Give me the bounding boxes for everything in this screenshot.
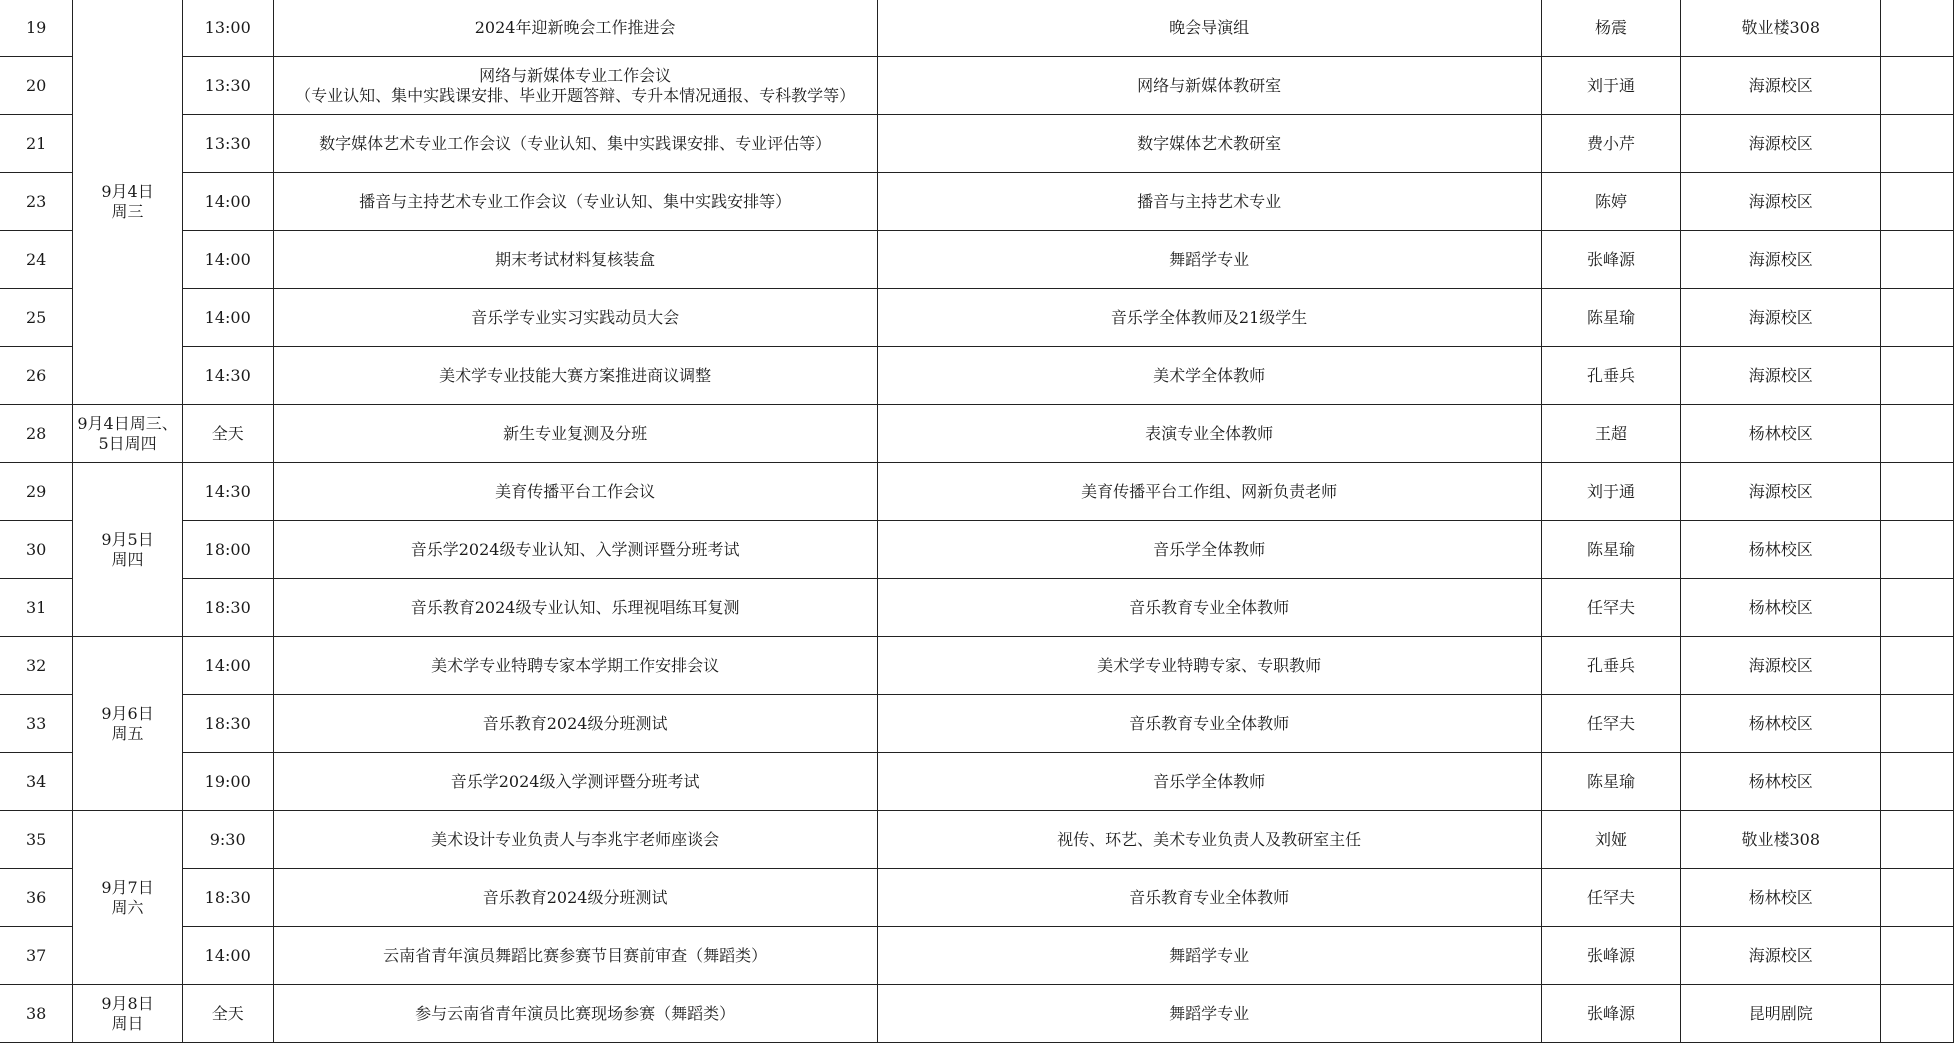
time-cell: 13:30 xyxy=(182,115,273,173)
note-cell xyxy=(1881,231,1954,289)
person-in-charge-cell: 陈星瑜 xyxy=(1541,289,1681,347)
content-cell xyxy=(273,0,877,57)
content-cell xyxy=(273,927,877,985)
participants-cell: 音乐教育专业全体教师 xyxy=(877,869,1541,927)
row-number-cell: 29 xyxy=(0,463,73,521)
location-cell: 海源校区 xyxy=(1681,927,1881,985)
date-line: 周六 xyxy=(111,897,144,917)
date-line: 周五 xyxy=(111,723,144,743)
content-line: 美育传播平台工作会议 xyxy=(495,481,656,501)
row-number-cell: 37 xyxy=(0,927,73,985)
note-cell xyxy=(1881,173,1954,231)
row-number-cell: 31 xyxy=(0,579,73,637)
table-row xyxy=(0,57,1954,115)
content-line: 美术设计专业负责人与李兆宇老师座谈会 xyxy=(431,829,720,849)
content-line: 数字媒体艺术专业工作会议（专业认知、集中实践课安排、专业评估等） xyxy=(319,133,832,153)
note-cell xyxy=(1881,753,1954,811)
content-cell xyxy=(273,463,877,521)
participants-cell: 音乐学全体教师 xyxy=(877,753,1541,811)
participants-cell: 网络与新媒体教研室 xyxy=(877,57,1541,115)
location-cell: 杨林校区 xyxy=(1681,521,1881,579)
table-row xyxy=(0,115,1954,173)
participants-cell: 音乐教育专业全体教师 xyxy=(877,695,1541,753)
content-cell xyxy=(273,521,877,579)
content-line: （专业认知、集中实践课安排、毕业开题答辩、专升本情况通报、专科教学等） xyxy=(295,85,856,105)
note-cell xyxy=(1881,405,1954,463)
table-row xyxy=(0,637,1954,695)
location-cell: 海源校区 xyxy=(1681,231,1881,289)
location-cell: 海源校区 xyxy=(1681,173,1881,231)
person-in-charge-cell: 孔垂兵 xyxy=(1541,637,1681,695)
time-cell: 18:00 xyxy=(182,521,273,579)
location-cell: 海源校区 xyxy=(1681,637,1881,695)
table-row xyxy=(0,405,1954,463)
content-cell xyxy=(273,347,877,405)
content-cell xyxy=(273,405,877,463)
row-number-cell: 24 xyxy=(0,231,73,289)
person-in-charge-cell: 刘娅 xyxy=(1541,811,1681,869)
note-cell xyxy=(1881,985,1954,1043)
table-row xyxy=(0,869,1954,927)
date-line: 9月4日 xyxy=(101,181,154,201)
content-cell xyxy=(273,231,877,289)
person-in-charge-cell: 陈婷 xyxy=(1541,173,1681,231)
content-cell xyxy=(273,57,877,115)
date-cell xyxy=(73,405,182,463)
row-number-cell: 21 xyxy=(0,115,73,173)
location-cell: 杨林校区 xyxy=(1681,753,1881,811)
participants-cell: 美育传播平台工作组、网新负责老师 xyxy=(877,463,1541,521)
table-row xyxy=(0,521,1954,579)
note-cell xyxy=(1881,637,1954,695)
table-row xyxy=(0,579,1954,637)
content-line: 音乐教育2024级专业认知、乐理视唱练耳复测 xyxy=(410,597,740,617)
table-row xyxy=(0,173,1954,231)
content-line: 音乐教育2024级分班测试 xyxy=(482,887,668,907)
participants-cell: 美术学专业特聘专家、专职教师 xyxy=(877,637,1541,695)
note-cell xyxy=(1881,289,1954,347)
content-line: 音乐学2024级入学测评暨分班考试 xyxy=(450,771,700,791)
participants-cell: 表演专业全体教师 xyxy=(877,405,1541,463)
date-line: 周四 xyxy=(111,549,144,569)
date-cell xyxy=(73,463,182,637)
person-in-charge-cell: 刘于通 xyxy=(1541,463,1681,521)
row-number-cell: 34 xyxy=(0,753,73,811)
content-cell xyxy=(273,811,877,869)
participants-cell: 舞蹈学专业 xyxy=(877,927,1541,985)
person-in-charge-cell: 王超 xyxy=(1541,405,1681,463)
date-line: 周日 xyxy=(111,1013,144,1033)
time-cell: 18:30 xyxy=(182,695,273,753)
date-cell xyxy=(73,637,182,811)
date-cell xyxy=(73,0,182,405)
date-line: 9月7日 xyxy=(101,877,154,897)
row-number-cell: 35 xyxy=(0,811,73,869)
content-cell xyxy=(273,869,877,927)
time-cell: 14:00 xyxy=(182,231,273,289)
location-cell: 海源校区 xyxy=(1681,347,1881,405)
table-row xyxy=(0,0,1954,57)
time-cell: 14:00 xyxy=(182,289,273,347)
table-row xyxy=(0,231,1954,289)
time-cell: 14:00 xyxy=(182,173,273,231)
location-cell: 杨林校区 xyxy=(1681,405,1881,463)
participants-cell: 音乐学全体教师 xyxy=(877,521,1541,579)
note-cell xyxy=(1881,695,1954,753)
content-cell xyxy=(273,173,877,231)
person-in-charge-cell: 陈星瑜 xyxy=(1541,753,1681,811)
time-cell: 18:30 xyxy=(182,869,273,927)
note-cell xyxy=(1881,927,1954,985)
row-number-cell: 33 xyxy=(0,695,73,753)
time-cell: 全天 xyxy=(182,405,273,463)
location-cell: 杨林校区 xyxy=(1681,579,1881,637)
time-cell: 19:00 xyxy=(182,753,273,811)
location-cell: 海源校区 xyxy=(1681,289,1881,347)
table-row xyxy=(0,463,1954,521)
row-number-cell: 28 xyxy=(0,405,73,463)
location-cell: 海源校区 xyxy=(1681,57,1881,115)
date-cell xyxy=(73,985,182,1043)
participants-cell: 视传、环艺、美术专业负责人及教研室主任 xyxy=(877,811,1541,869)
date-line: 5日周四 xyxy=(98,433,157,453)
row-number-cell: 23 xyxy=(0,173,73,231)
time-cell: 13:00 xyxy=(182,0,273,57)
person-in-charge-cell: 任罕夫 xyxy=(1541,695,1681,753)
note-cell xyxy=(1881,57,1954,115)
note-cell xyxy=(1881,347,1954,405)
row-number-cell: 25 xyxy=(0,289,73,347)
person-in-charge-cell: 刘于通 xyxy=(1541,57,1681,115)
person-in-charge-cell: 张峰源 xyxy=(1541,231,1681,289)
content-line: 网络与新媒体专业工作会议 xyxy=(479,65,672,85)
location-cell: 昆明剧院 xyxy=(1681,985,1881,1043)
note-cell xyxy=(1881,521,1954,579)
note-cell xyxy=(1881,811,1954,869)
content-cell xyxy=(273,637,877,695)
row-number-cell: 19 xyxy=(0,0,73,57)
table-row xyxy=(0,753,1954,811)
content-line: 2024年迎新晚会工作推进会 xyxy=(474,17,676,37)
content-line: 云南省青年演员舞蹈比赛参赛节目赛前审查（舞蹈类） xyxy=(383,945,768,965)
date-cell xyxy=(73,811,182,985)
content-line: 播音与主持艺术专业工作会议（专业认知、集中实践安排等） xyxy=(359,191,792,211)
time-cell: 全天 xyxy=(182,985,273,1043)
location-cell: 海源校区 xyxy=(1681,115,1881,173)
person-in-charge-cell: 张峰源 xyxy=(1541,985,1681,1043)
content-cell xyxy=(273,985,877,1043)
content-line: 美术学专业技能大赛方案推进商议调整 xyxy=(439,365,712,385)
date-line: 9月5日 xyxy=(101,529,154,549)
participants-cell: 舞蹈学专业 xyxy=(877,231,1541,289)
participants-cell: 音乐教育专业全体教师 xyxy=(877,579,1541,637)
content-line: 音乐学专业实习实践动员大会 xyxy=(471,307,680,327)
time-cell: 14:30 xyxy=(182,463,273,521)
location-cell: 海源校区 xyxy=(1681,463,1881,521)
time-cell: 13:30 xyxy=(182,57,273,115)
row-number-cell: 30 xyxy=(0,521,73,579)
table-row xyxy=(0,811,1954,869)
location-cell: 杨林校区 xyxy=(1681,869,1881,927)
row-number-cell: 32 xyxy=(0,637,73,695)
time-cell: 14:00 xyxy=(182,637,273,695)
content-line: 音乐学2024级专业认知、入学测评暨分班考试 xyxy=(410,539,740,559)
table-row xyxy=(0,985,1954,1043)
person-in-charge-cell: 杨震 xyxy=(1541,0,1681,57)
location-cell: 敬业楼308 xyxy=(1681,0,1881,57)
participants-cell: 播音与主持艺术专业 xyxy=(877,173,1541,231)
person-in-charge-cell: 任罕夫 xyxy=(1541,869,1681,927)
time-cell: 18:30 xyxy=(182,579,273,637)
table-row xyxy=(0,289,1954,347)
note-cell xyxy=(1881,463,1954,521)
content-cell xyxy=(273,753,877,811)
participants-cell: 舞蹈学专业 xyxy=(877,985,1541,1043)
content-cell xyxy=(273,695,877,753)
participants-cell: 晚会导演组 xyxy=(877,0,1541,57)
location-cell: 敬业楼308 xyxy=(1681,811,1881,869)
row-number-cell: 38 xyxy=(0,985,73,1043)
time-cell: 14:30 xyxy=(182,347,273,405)
participants-cell: 数字媒体艺术教研室 xyxy=(877,115,1541,173)
table-row xyxy=(0,695,1954,753)
person-in-charge-cell: 陈星瑜 xyxy=(1541,521,1681,579)
participants-cell: 美术学全体教师 xyxy=(877,347,1541,405)
note-cell xyxy=(1881,115,1954,173)
content-line: 新生专业复测及分班 xyxy=(503,423,648,443)
time-cell: 9:30 xyxy=(182,811,273,869)
person-in-charge-cell: 费小芹 xyxy=(1541,115,1681,173)
note-cell xyxy=(1881,0,1954,57)
location-cell: 杨林校区 xyxy=(1681,695,1881,753)
content-cell xyxy=(273,115,877,173)
person-in-charge-cell: 张峰源 xyxy=(1541,927,1681,985)
content-line: 参与云南省青年演员比赛现场参赛（舞蹈类） xyxy=(415,1003,736,1023)
content-line: 美术学专业特聘专家本学期工作安排会议 xyxy=(431,655,720,675)
row-number-cell: 20 xyxy=(0,57,73,115)
content-line: 音乐教育2024级分班测试 xyxy=(482,713,668,733)
participants-cell: 音乐学全体教师及21级学生 xyxy=(877,289,1541,347)
date-line: 周三 xyxy=(111,201,144,221)
row-number-cell: 26 xyxy=(0,347,73,405)
content-cell xyxy=(273,289,877,347)
person-in-charge-cell: 孔垂兵 xyxy=(1541,347,1681,405)
row-number-cell: 36 xyxy=(0,869,73,927)
date-line: 9月8日 xyxy=(101,993,154,1013)
content-line: 期末考试材料复核装盒 xyxy=(495,249,656,269)
date-line: 9月6日 xyxy=(101,703,154,723)
note-cell xyxy=(1881,579,1954,637)
content-cell xyxy=(273,579,877,637)
time-cell: 14:00 xyxy=(182,927,273,985)
note-cell xyxy=(1881,869,1954,927)
person-in-charge-cell: 任罕夫 xyxy=(1541,579,1681,637)
date-line: 9月4日周三、 xyxy=(77,413,178,433)
table-row xyxy=(0,927,1954,985)
table-row xyxy=(0,347,1954,405)
